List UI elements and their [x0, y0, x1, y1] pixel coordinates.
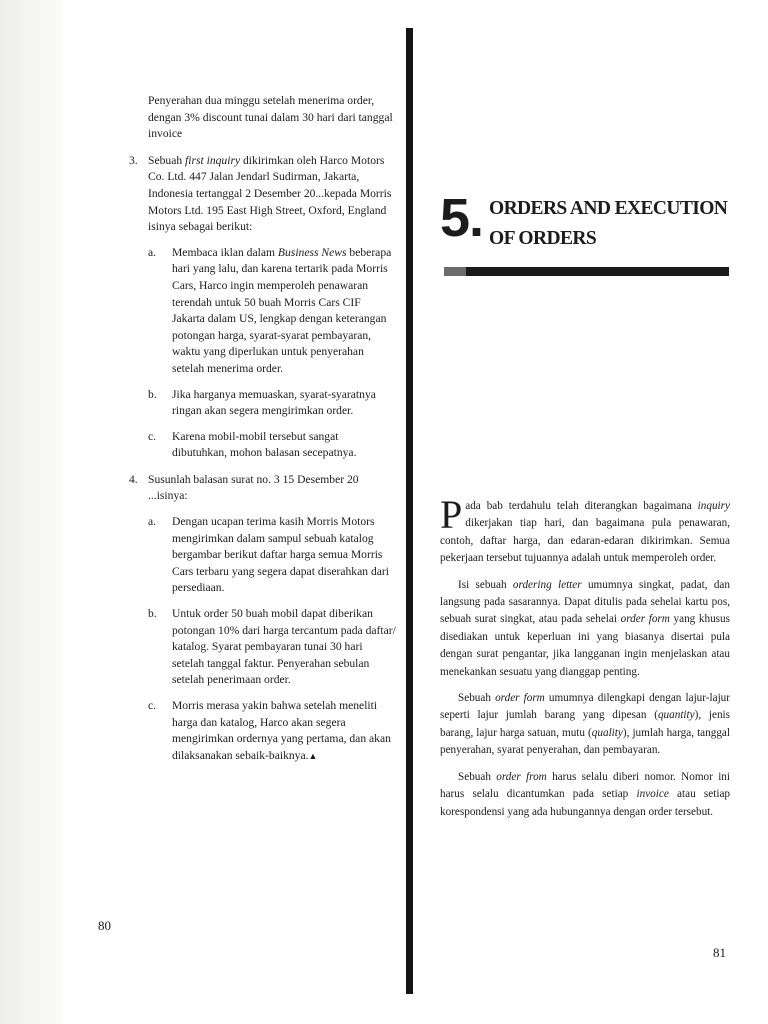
italic-term: inquiry	[697, 500, 730, 512]
sub-item	[148, 698, 396, 764]
chapter-title: ORDERS AND EXECUTION OF ORDERS	[489, 198, 728, 249]
sub-item-letter: b.	[148, 387, 157, 401]
sub-text-end: beberapa hari yang lalu, dan karena tertarik pada Morris Cars, Harco ingin memperoleh penawaran terendah untuk 50 buah Morris Cars CIF Jakarta dalam US, lengkap dengan keterangan potongan harga, syarat-syarat pembayaran, waktu yang diperlukan untuk penyerahan setelah menerima order.	[172, 245, 392, 375]
sub-text-start: Morris merasa yakin bahwa setelah meneliti harga dan katalog, Harco akan segera mengirimkan ordernya yang pertama, dan akan dilaksanakan sebaik-baiknya.	[172, 699, 391, 762]
item-text-start: Sebuah	[148, 153, 186, 167]
intro-block	[122, 93, 396, 143]
sub-item-text	[172, 245, 396, 378]
exercise-list	[122, 153, 396, 765]
italic-term: order from	[496, 770, 547, 783]
sub-text-italic: Business News	[277, 245, 347, 259]
sub-text-start: Jika harganya memuaskan, syarat-syaratnya ringan akan segera mengirimkan order.	[172, 387, 376, 418]
sub-item-letter: c.	[148, 429, 157, 443]
item-text-italic: first inquiry	[185, 153, 241, 167]
page-number-left: 80	[98, 918, 111, 933]
paragraph-text: Sebuah	[458, 692, 496, 705]
sub-text-start: Membaca iklan dalam	[172, 245, 278, 259]
paragraph-text: ), jumlah harga, tanggal penyerahan, syarat penyerahan, dan pembayaran.	[440, 726, 730, 757]
sub-item-text	[172, 514, 396, 597]
paragraph-text: harus selalu diberi nomor. Nomor ini harus selalu dicantumkan pada setiap	[440, 770, 731, 801]
italic-term: quantity	[657, 709, 695, 722]
page-number-right: 81	[713, 945, 726, 960]
exercise-item	[122, 472, 396, 765]
italic-term: invoice	[636, 788, 669, 801]
body-paragraph	[440, 769, 730, 821]
item-text-end: dikirimkan oleh Harco Motors Co. Ltd. 447 Jalan Jendarl Sudirman, Jakarta, Indonesia tertanggal 2 Desember 20...kepada Morris Motors Ltd. 195 East High Street, Oxford, England isinya sebagai berikut:	[148, 153, 392, 234]
paragraph-text: umumnya singkat, padat, dan langsung pada sasarannya. Dapat ditulis pada sehelai kartu pos, sebuah surat singkat, atau pada sehelai	[440, 578, 730, 626]
body-paragraph	[440, 492, 730, 568]
sub-item-text	[172, 387, 396, 420]
paragraph-text: dikerjakan tiap hari, dan bagaimana pula penawaran, contoh, daftar harga, dan edaran-edaran dikirimkan. Semua pekerjaan tersebut tujuannya adalah untuk memperoleh order.	[440, 517, 730, 565]
italic-term: order form	[620, 613, 670, 626]
italic-term: quality	[591, 726, 623, 739]
sub-item-text	[172, 429, 396, 462]
sub-item-letter: a.	[148, 245, 157, 259]
item-number: 4.	[129, 472, 138, 486]
paragraph-text: ), jenis barang, lajur harga satuan, mutu (	[440, 709, 731, 739]
sub-text-start: Untuk order 50 buah mobil dapat diberikan potongan 10% dari harga tercantum pada daftar/ katalog. Syarat pembayaran tunai 30 hari setelah tanggal faktur. Penyerahan sebulan setelah penerimaan order.	[172, 607, 396, 687]
paragraph-text: Sebuah	[458, 770, 497, 783]
right-page-body	[440, 492, 731, 830]
sub-item	[148, 606, 396, 689]
sub-item-letter: b.	[148, 607, 157, 621]
item-text-start: Susunlah balasan surat no. 3 15 Desember 20 ...isinya:	[148, 472, 359, 503]
chapter-number: 5.	[440, 188, 484, 248]
item-text	[148, 472, 396, 505]
sub-item	[148, 514, 396, 597]
paragraph-text: atau setiap korespondensi yang ada hubungannya dengan order tersebut.	[440, 788, 731, 818]
left-page-text	[122, 93, 396, 764]
sub-item-text	[172, 698, 396, 764]
body-paragraph	[440, 690, 730, 760]
book-spine	[406, 28, 413, 994]
sub-item-letter: a.	[148, 515, 157, 529]
sub-text-start: Dengan ucapan terima kasih Morris Motors mengirimkan dalam sampul sebuah katalog bergambar berikut daftar harga semua Morris Cars terbaru yang segera dapat diserahkan dari persediaan.	[172, 515, 389, 595]
item-text	[148, 153, 396, 236]
sub-text-start: Karena mobil-mobil tersebut sangat dibutuhkan, mohon balasan secepatnya.	[172, 429, 357, 460]
intro-paragraph: Penyerahan dua minggu setelah menerima order, dengan 3% discount tunai dalam 30 hari dari tanggal invoice	[148, 94, 393, 141]
italic-term: order form	[495, 692, 545, 705]
paragraph-text: Isi sebuah	[458, 578, 513, 591]
body-paragraph	[440, 577, 730, 681]
drop-cap: P	[440, 492, 463, 537]
sub-item	[148, 387, 396, 420]
end-of-section-mark: ▲	[308, 750, 318, 761]
item-number: 3.	[129, 153, 138, 167]
sub-item	[148, 429, 396, 462]
exercise-item	[122, 153, 396, 462]
chapter-rule	[444, 267, 729, 276]
sub-item-text	[172, 606, 396, 689]
paragraph-text: yang khusus disediakan untuk keperluan ini yang biasanya disertai pula dengan surat pengantar, jika langganan ingin menjelaskan atau menekankan sesuatu yang dianggap penting.	[440, 613, 730, 678]
sub-item-letter: c.	[148, 699, 157, 712]
rule-shade	[444, 267, 466, 276]
paragraph-text: umumnya dilengkapi dengan lajur-lajur seperti lajur jumlah barang yang dipesan (	[440, 692, 731, 722]
italic-term: ordering letter	[512, 578, 582, 591]
paragraph-text: ada bab terdahulu telah diterangkan bagaimana	[465, 500, 698, 512]
sub-item	[148, 245, 396, 378]
scan-edge-shadow	[0, 0, 62, 1024]
